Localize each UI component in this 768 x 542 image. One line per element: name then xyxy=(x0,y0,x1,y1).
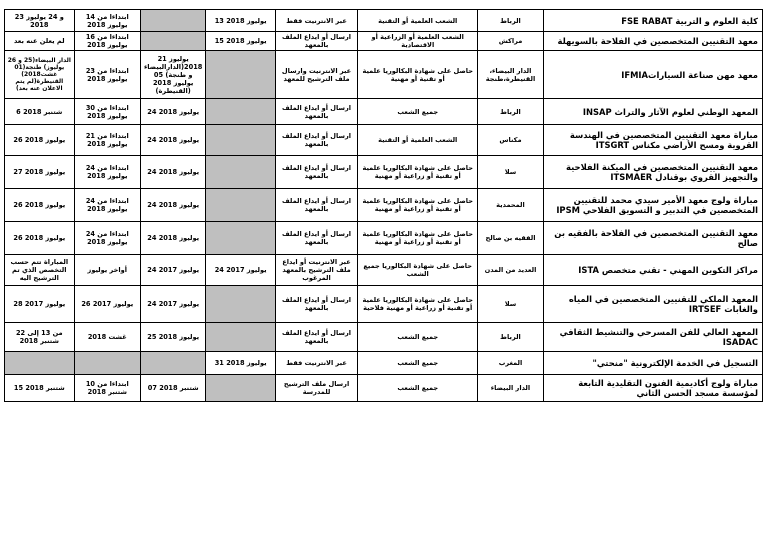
institution-name-cell: معهد مهن صناعة السياراتIFMIA xyxy=(543,51,762,99)
city-cell: المحمدية xyxy=(478,189,543,222)
eligible-fields-cell: حاصل على شهادة البكالوريا علمية أو تقنية أو زراعية أو مهنية xyxy=(358,189,478,222)
online-deadline-cell: 31 يوليوز 2018 xyxy=(206,352,276,375)
online-deadline-cell xyxy=(206,375,276,402)
result-date-cell: ابتداءا من 24 يوليوز 2018 xyxy=(74,156,140,189)
exam-date-cell: 6 شتنبر 2018 xyxy=(5,99,75,125)
table-row xyxy=(5,125,763,156)
city-cell: العديد من المدن xyxy=(478,255,543,286)
result-date-cell: ابتداءا من 16 يوليوز 2018 xyxy=(74,32,140,51)
online-deadline-cell xyxy=(206,125,276,156)
exam-date-cell: 26 يوليوز 2018 xyxy=(5,222,75,255)
application-mode-cell: ارسال أو ايداع الملف بالمعهد xyxy=(275,286,357,323)
table-row xyxy=(5,51,763,99)
institution-name-cell: معهد التقنيين المتخصصين في الميكنة الفلاحية والتجهيز القروي بوقنادل ITSMAER xyxy=(543,156,762,189)
application-mode-cell: ارسال أو ايداع الملف بالمعهد xyxy=(275,189,357,222)
file-deadline-cell: 24 يوليوز 2018 xyxy=(140,156,205,189)
online-deadline-cell: 15 يوليوز 2018 xyxy=(206,32,276,51)
eligible-fields-cell: حاصل على شهادة البكالوريا جميع الشعب xyxy=(358,255,478,286)
eligible-fields-cell: الشعب العلمية أو الزراعية أو الاقتصادية xyxy=(358,32,478,51)
file-deadline-cell: 24 يوليوز 2017 xyxy=(140,255,205,286)
institution-name-cell: مراكز التكوين المهني - تقني متخصص ISTA xyxy=(543,255,762,286)
application-mode-cell: ارسال أو ايداع الملف بالمعهد xyxy=(275,323,357,352)
eligible-fields-cell: الشعب العلمية أو التقنية xyxy=(358,125,478,156)
table-row xyxy=(5,32,763,51)
contest-schedule-table-wrapper xyxy=(4,9,763,402)
eligible-fields-cell: حاصل على شهادة البكالوريا علمية أو تقنية أو زراعية أو مهنية xyxy=(358,222,478,255)
online-deadline-cell xyxy=(206,323,276,352)
result-date-cell: أواخر يوليوز xyxy=(74,255,140,286)
eligible-fields-cell: حاصل على شهادة البكالوريا علمية أو تقنية أو مهنية xyxy=(358,51,478,99)
city-cell: الرباط xyxy=(478,99,543,125)
eligible-fields-cell: جميع الشعب xyxy=(358,323,478,352)
table-row xyxy=(5,156,763,189)
exam-date-cell: 26 يوليوز 2018 xyxy=(5,125,75,156)
city-cell: الرباط xyxy=(478,10,543,32)
result-date-cell: 26 يوليوز 2017 xyxy=(74,286,140,323)
application-mode-cell: ارسال أو ايداع الملف بالمعهد xyxy=(275,222,357,255)
file-deadline-cell xyxy=(140,10,205,32)
exam-date-cell: 27 يوليوز 2018 xyxy=(5,156,75,189)
online-deadline-cell xyxy=(206,222,276,255)
eligible-fields-cell: حاصل على شهادة البكالوريا علمية أو تقنية أو زراعية أو مهنية xyxy=(358,156,478,189)
table-row xyxy=(5,352,763,375)
exam-date-cell: 15 شتنبر 2018 xyxy=(5,375,75,402)
result-date-cell: ابتداءا من 23 يوليوز 2018 xyxy=(74,51,140,99)
online-deadline-cell xyxy=(206,189,276,222)
result-date-cell: ابتداءا من 21 يوليوز 2018 xyxy=(74,125,140,156)
table-row xyxy=(5,10,763,32)
result-date-cell: غشت 2018 xyxy=(74,323,140,352)
online-deadline-cell xyxy=(206,51,276,99)
city-cell: الدار البيضاء xyxy=(478,375,543,402)
online-deadline-cell xyxy=(206,99,276,125)
result-date-cell: ابتداءا من 24 يوليوز 2018 xyxy=(74,222,140,255)
institution-name-cell: كلية العلوم و التربية FSE RABAT xyxy=(543,10,762,32)
city-cell: مراكش xyxy=(478,32,543,51)
file-deadline-cell: 24 يوليوز 2018 xyxy=(140,99,205,125)
file-deadline-cell: 24 يوليوز 2018 xyxy=(140,222,205,255)
institution-name-cell: مباراة معهد التقنيين المتخصصين في الهندسة القروية ومسح الأراضي مكناس ITSGRT xyxy=(543,125,762,156)
eligible-fields-cell: جميع الشعب xyxy=(358,352,478,375)
institution-name-cell: المعهد العالي للفن المسرحي والتنشيط الثقافي ISADAC xyxy=(543,323,762,352)
exam-date-cell: المباراة تتم حسب التخصص الذي تم الترشيح اليه xyxy=(5,255,75,286)
institution-name-cell: المعهد الوطني لعلوم الآثار والتراث INSAP xyxy=(543,99,762,125)
city-cell: الرباط xyxy=(478,323,543,352)
table-row xyxy=(5,189,763,222)
online-deadline-cell xyxy=(206,156,276,189)
exam-date-cell: 23 و 24 يوليوز 2018 xyxy=(5,10,75,32)
institution-name-cell: مباراة ولوج معهد الأمير سيدي محمد للتقنيين المتخصصين في التدبير و التسويق الفلاحي IPSM xyxy=(543,189,762,222)
application-mode-cell: ارسال أو ايداع الملف بالمعهد xyxy=(275,125,357,156)
file-deadline-cell: 21 يوليوز 2018(الدارالبيضاء و طنجة) 05 يوليوز 2018 (القنيطرة) xyxy=(140,51,205,99)
city-cell: الدار البيضاء، القنيطرة،طنجة xyxy=(478,51,543,99)
city-cell: الفقيه بن صالح xyxy=(478,222,543,255)
result-date-cell xyxy=(74,352,140,375)
application-mode-cell: عبر الانترنيت وارسال ملف الترشيح للمعهد xyxy=(275,51,357,99)
eligible-fields-cell: الشعب العلمية أو التقنية xyxy=(358,10,478,32)
application-mode-cell: عبر الانترنيت أو ايداع ملف الترشيح بالمعهد المرغوب xyxy=(275,255,357,286)
city-cell: مكناس xyxy=(478,125,543,156)
application-mode-cell: ارسال أو ايداع الملف بالمعهد xyxy=(275,32,357,51)
city-cell: سلا xyxy=(478,286,543,323)
online-deadline-cell xyxy=(206,286,276,323)
institution-name-cell: معهد التقنيين المتخصصين في الفلاحة بالسويهلة xyxy=(543,32,762,51)
result-date-cell: ابتداءا من 14 يوليوز 2018 xyxy=(74,10,140,32)
exam-date-cell: الدار البيضاء(25 و 26 يوليوز) طنجة(01 غشت2018) القنيطرة(لم يتم الاعلان عنه بعد) xyxy=(5,51,75,99)
table-row xyxy=(5,375,763,402)
online-deadline-cell: 24 يوليوز 2017 xyxy=(206,255,276,286)
eligible-fields-cell: جميع الشعب xyxy=(358,375,478,402)
file-deadline-cell xyxy=(140,352,205,375)
result-date-cell: ابتداءا من 30 يوليوز 2018 xyxy=(74,99,140,125)
file-deadline-cell: 24 يوليوز 2017 xyxy=(140,286,205,323)
file-deadline-cell: 07 شتنبر 2018 xyxy=(140,375,205,402)
result-date-cell: ابتداءا من 10 شتنبر 2018 xyxy=(74,375,140,402)
application-mode-cell: ارسال أو ايداع الملف بالمعهد xyxy=(275,156,357,189)
file-deadline-cell: 24 يوليوز 2018 xyxy=(140,189,205,222)
eligible-fields-cell: جميع الشعب xyxy=(358,99,478,125)
city-cell: المغرب xyxy=(478,352,543,375)
table-row xyxy=(5,286,763,323)
contest-schedule-table xyxy=(4,9,763,402)
institution-name-cell: معهد التقنيين المتخصصين في الفلاحة بالفقيه بن صالح xyxy=(543,222,762,255)
table-row xyxy=(5,99,763,125)
exam-date-cell xyxy=(5,352,75,375)
application-mode-cell: عبر الانترنيت فقط xyxy=(275,10,357,32)
eligible-fields-cell: حاصل على شهادة البكالوريا علمية أو تقنية أو زراعية أو مهنية فلاحية xyxy=(358,286,478,323)
file-deadline-cell: 25 يوليوز 2018 xyxy=(140,323,205,352)
table-row xyxy=(5,222,763,255)
application-mode-cell: ارسال أو ايداع الملف بالمعهد xyxy=(275,99,357,125)
result-date-cell: ابتداءا من 24 يوليوز 2018 xyxy=(74,189,140,222)
institution-name-cell: المعهد الملكي للتقنيين المتخصصين في المياه والغابات IRTSEF xyxy=(543,286,762,323)
file-deadline-cell: 24 يوليوز 2018 xyxy=(140,125,205,156)
application-mode-cell: ارسال ملف الترشيح للمدرسة xyxy=(275,375,357,402)
table-row xyxy=(5,323,763,352)
city-cell: سلا xyxy=(478,156,543,189)
exam-date-cell: من 13 إلى 22 شتنبر 2018 xyxy=(5,323,75,352)
institution-name-cell: التسجيل في الخدمة الإلكترونية "منحتي" xyxy=(543,352,762,375)
exam-date-cell: 28 يوليوز 2017 xyxy=(5,286,75,323)
online-deadline-cell: 13 يوليوز 2018 xyxy=(206,10,276,32)
exam-date-cell: 26 يوليوز 2018 xyxy=(5,189,75,222)
institution-name-cell: مباراة ولوج أكاديمية الفنون التقليدية التابعة لمؤسسة مسجد الحسن الثاني xyxy=(543,375,762,402)
file-deadline-cell xyxy=(140,32,205,51)
table-row xyxy=(5,255,763,286)
application-mode-cell: عبر الانترنيت فقط xyxy=(275,352,357,375)
exam-date-cell: لم يعلن عنه بعد xyxy=(5,32,75,51)
